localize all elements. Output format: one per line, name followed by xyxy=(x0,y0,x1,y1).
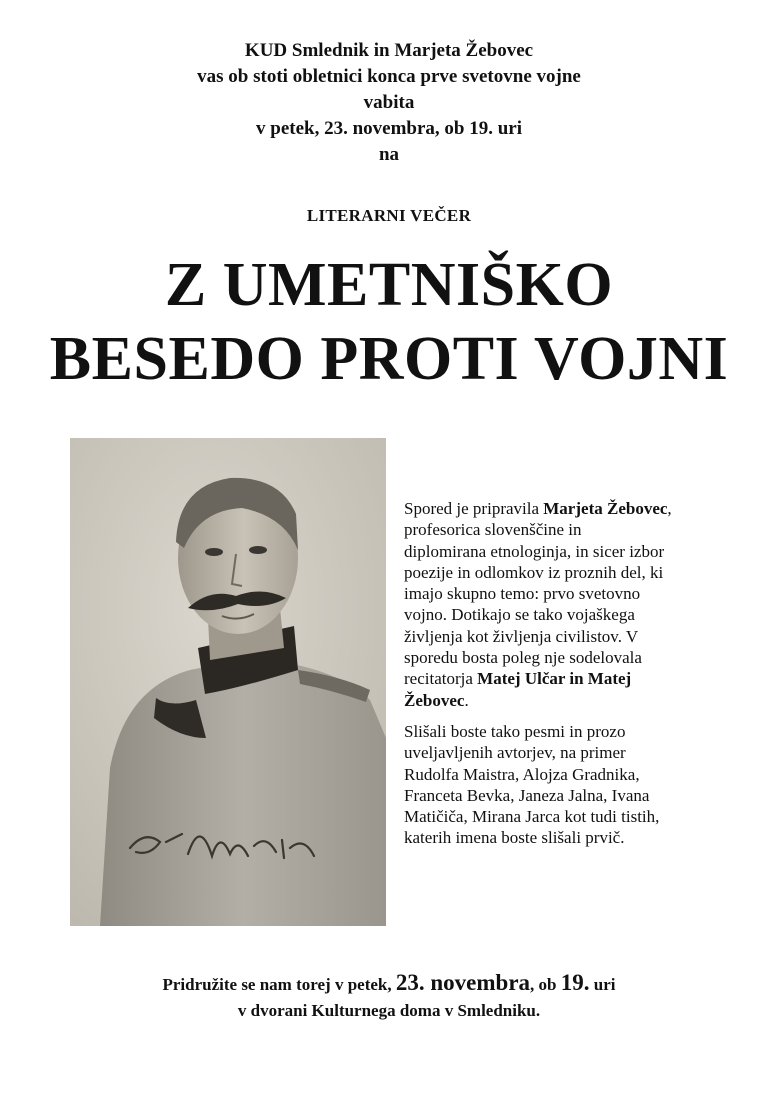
footer-invitation xyxy=(0,970,778,1024)
desc-line: diplomirana etnologinja, in sicer izbor xyxy=(404,541,665,561)
event-type-label: LITERARNI VEČER xyxy=(306,206,472,225)
title-line-1: Z UMETNIŠKO xyxy=(164,251,614,319)
footer-text: , ob xyxy=(530,975,561,994)
desc-line: katerih imena boste slišali prvič. xyxy=(404,828,625,848)
event-title xyxy=(0,248,778,396)
date-time-line: v petek, 23. novembra, ob 19. uri xyxy=(256,118,522,139)
occasion-line: vas ob stoti obletnici konca prve svetovne vojne xyxy=(197,66,581,87)
desc-line: Rudolfa Maistra, Alojza Gradnika, xyxy=(404,764,640,784)
reciter-name: Žebovec xyxy=(404,690,465,710)
event-description xyxy=(404,498,744,859)
desc-text: recitatorja xyxy=(404,669,478,689)
to-line: na xyxy=(378,144,400,165)
reciters-names: Matej Ulčar in Matej xyxy=(477,669,632,689)
desc-line: Slišali boste tako pesmi in prozo xyxy=(404,721,626,741)
footer-text: Pridružite se nam torej v petek, xyxy=(162,975,396,994)
desc-line: imajo skupno temo: prvo svetovno xyxy=(404,584,641,604)
footer-text: uri xyxy=(589,975,616,994)
footer-hour: 19. xyxy=(560,970,590,995)
desc-line: poezije in odlomkov iz proznih del, ki xyxy=(404,562,664,582)
desc-text: , xyxy=(667,499,672,518)
curator-name: Marjeta Žebovec xyxy=(543,499,668,518)
desc-line: sporedu bosta poleg nje sodelovala xyxy=(404,648,642,668)
desc-line xyxy=(404,668,744,689)
description-paragraph-2 xyxy=(404,721,744,849)
title-line-2: BESEDO PROTI VOJNI xyxy=(49,325,729,393)
organizers-line: KUD Smlednik in Marjeta Žebovec xyxy=(244,40,534,61)
portrait-illustration xyxy=(70,438,386,926)
desc-line xyxy=(404,498,744,519)
footer-date: 23. novembra xyxy=(395,970,531,995)
desc-line xyxy=(404,690,744,711)
portrait-photo xyxy=(70,438,386,926)
footer-line-1 xyxy=(0,970,778,998)
invite-verb-line: vabita xyxy=(363,92,415,113)
footer-venue-line: v dvorani Kulturnega doma v Smledniku. xyxy=(237,1001,541,1020)
desc-line: profesorica slovenščine in xyxy=(404,520,582,540)
desc-line: uveljavljenih avtorjev, na primer xyxy=(404,743,626,763)
desc-line: Matičiča, Mirana Jarca kot tudi tistih, xyxy=(404,807,660,827)
invitation-intro xyxy=(0,38,778,168)
desc-line: življenja kot življenja civilistov. V xyxy=(404,626,639,646)
desc-text: . xyxy=(464,690,469,710)
description-paragraph-1 xyxy=(404,498,744,711)
desc-line: vojno. Dotikajo se tako vojaškega xyxy=(404,605,635,625)
desc-line: Franceta Bevka, Janeza Jalna, Ivana xyxy=(404,785,650,805)
desc-text: Spored je pripravila xyxy=(404,499,544,518)
